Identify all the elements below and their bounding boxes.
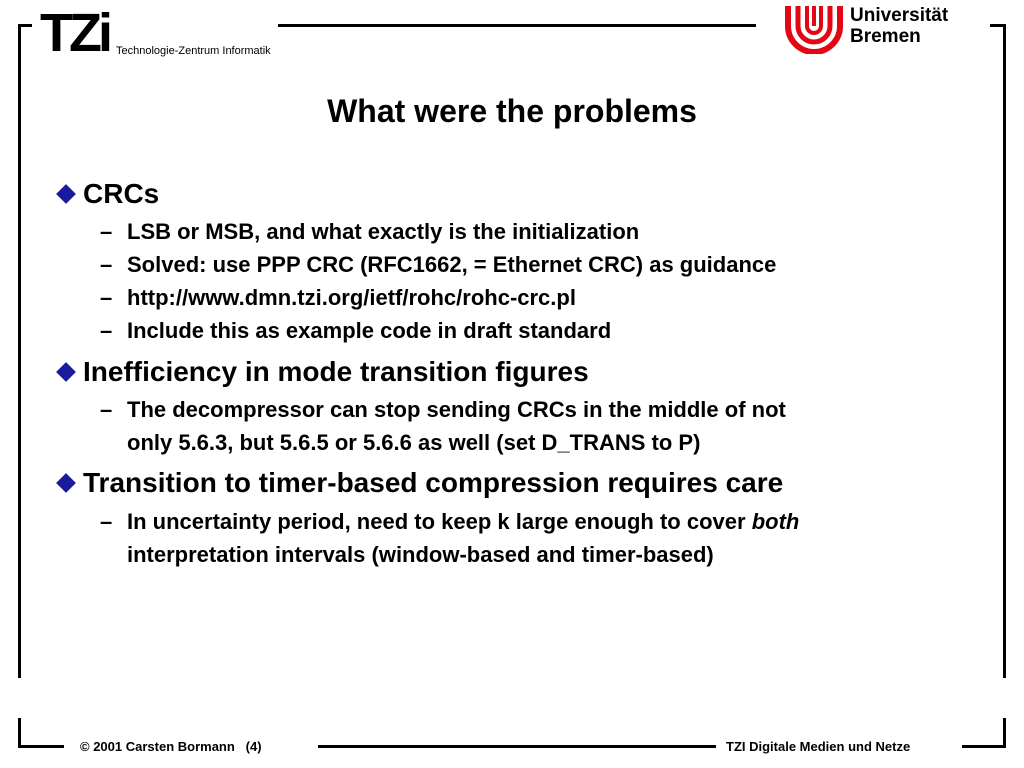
dash: –: [100, 509, 113, 534]
sub-item-text: Solved: use PPP CRC (RFC1662, = Ethernet CRC) as guidance: [127, 252, 777, 277]
university-line2: Bremen: [850, 26, 921, 47]
footer-copyright: © 2001 Carsten Bormann (4): [80, 739, 262, 754]
frame-bottom-rule: [318, 745, 716, 748]
frame-bottom-right-tick: [962, 745, 1006, 748]
sub-item-text: LSB or MSB, and what exactly is the initialization: [127, 219, 640, 244]
dash: –: [100, 252, 113, 277]
sub-item-text: Include this as example code in draft standard: [127, 318, 612, 343]
footer-organization: TZI Digitale Medien und Netze: [726, 739, 911, 754]
sub-item: [100, 505, 799, 571]
tzi-logo: TZi: [40, 3, 109, 63]
bullet-text: Inefficiency in mode transition figures: [83, 356, 589, 387]
dash: –: [100, 285, 113, 310]
dash: –: [100, 397, 113, 422]
sub-item-text: http://www.dmn.tzi.org/ietf/rohc/rohc-crc.pl: [127, 285, 576, 310]
bullet-text: Transition to timer-based compression requires care: [83, 467, 784, 498]
sub-item: [100, 393, 786, 459]
frame-right-lower: [1003, 718, 1006, 748]
university-bremen-logo-icon: [784, 4, 844, 54]
diamond-bullet-icon: [56, 362, 76, 382]
tzi-subtitle: Technologie-Zentrum Informatik: [116, 45, 271, 57]
bullet-inefficiency: [54, 356, 589, 388]
bullet-crcs: [54, 178, 159, 210]
diamond-bullet-icon: [56, 473, 76, 493]
sub-item: [100, 215, 639, 248]
dash: –: [100, 219, 113, 244]
bullet-text: CRCs: [83, 178, 160, 209]
dash: –: [100, 318, 113, 343]
sub-item-text-line1: In uncertainty period, need to keep k large enough to cover: [127, 509, 752, 534]
frame-left-lower: [18, 718, 21, 748]
sub-item-text-line2: only 5.6.3, but 5.6.5 or 5.6.6 as well (set D_TRANS to P): [127, 430, 701, 455]
frame-bottom-left-tick: [18, 745, 64, 748]
sub-item: [100, 314, 611, 347]
sub-item-emphasis: both: [751, 509, 800, 534]
university-line1: Universität: [850, 5, 949, 26]
sub-item: [100, 281, 576, 314]
bullet-transition: [54, 467, 783, 499]
slide-title: What were the problems: [327, 93, 697, 129]
university-name: [850, 5, 948, 47]
sub-item-text-line2: interpretation intervals (window-based and timer-based): [127, 542, 714, 567]
sub-item-text-line1: The decompressor can stop sending CRCs in the middle of not: [127, 397, 786, 422]
frame-top-rule: [278, 24, 756, 27]
diamond-bullet-icon: [56, 184, 76, 204]
sub-item: [100, 248, 776, 281]
